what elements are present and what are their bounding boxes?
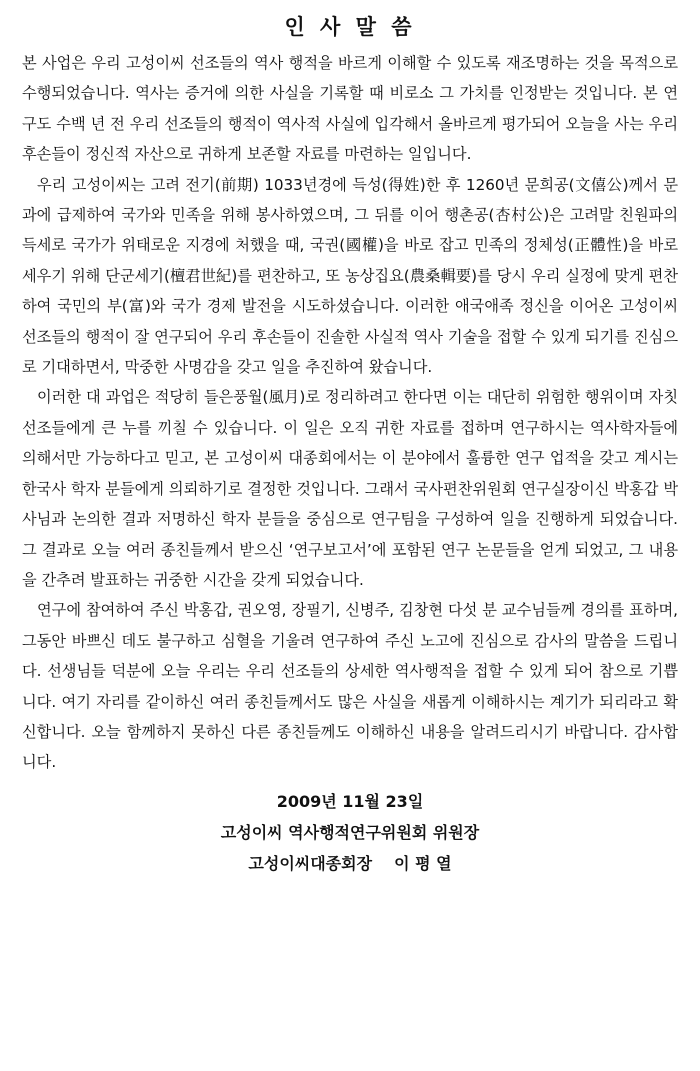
signer-line: [22, 848, 678, 879]
paragraph-1: 본 사업은 우리 고성이씨 선조들의 역사 행적을 바르게 이해할 수 있도록 재조명하는 것을 목적으로 수행되었습니다. 역사는 증거에 의한 사실을 기록할 때 비로소 그 가치를 인정받는 것입니다. 본 연구도 수백 년 전 우리 선조들의 행적이 역사적 사실에 입각해서 올바르게 평가되어 오늘을 사는 우리 후손들이 정신적 자산으로 귀하게 보존할 자료를 마련하는 일입니다.: [22, 54, 678, 164]
paragraph-2: 우리 고성이씨는 고려 전기(前期) 1033년경에 득성(得姓)한 후 1260년 문희공(文僖公)께서 문과에 급제하여 국가와 민족을 위해 봉사하였으며, 그 뒤를 이어 행촌공(杏村公)은 고려말 친원파의 득세로 국가가 위태로운 지경에 처했을 때, 국권(國權)을 바로 잡고 민족의 정체성(正體性)을 바로 세우기 위해 단군세기(檀君世紀)를 편찬하고, 또 농상집요(農桑輯要)를 당시 우리 실정에 맞게 편찬하여 국민의 부(富)와 국가 경제 발전을 시도하셨습니다. 이러한 애국애족 정신을 이어온 고성이씨 선조들의 행적이 잘 연구되어 우리 후손들이 진솔한 사실적 역사 기술을 접할 수 있게 되기를 진심으로 기대하면서, 막중한 사명감을 갖고 일을 추진하여 왔습니다.: [22, 175, 678, 377]
signer-title: 고성이씨 역사행적연구위원회 위원장: [220, 822, 480, 842]
signer-name: 이 평 열: [394, 853, 452, 873]
paragraph-4: 연구에 참여하여 주신 박홍갑, 권오영, 장필기, 신병주, 김창현 다섯 분 교수님들께 경의를 표하며, 그동안 바쁘신 데도 불구하고 심혈을 기울려 연구하여 주신 노고에 진심으로 감사의 말씀을 드립니다. 선생님들 덕분에 오늘 우리는 우리 선조들의 상세한 역사행적을 접할 수 있게 되어 참으로 기쁩니다. 여기 자리를 같이하신 여러 종친들께서도 많은 사실을 새롭게 이해하시는 계기가 되리라고 확신합니다. 오늘 함께하지 못하신 다른 종친들께도 이해하신 내용을 알려드리시기 바랍니다. 감사합니다.: [22, 601, 678, 772]
paragraph-3: 이러한 대 과업은 적당히 들은풍월(風月)로 정리하려고 한다면 이는 대단히 위험한 행위이며 자칫 선조들에게 큰 누를 끼칠 수 있습니다. 이 일은 오직 귀한 자료를 접하며 연구하시는 역사학자들에 의해서만 가능하다고 믿고, 본 고성이씨 대종회에서는 이 분야에서 훌륭한 연구 업적을 갖고 계시는 한국사 학자 분들에게 의뢰하기로 결정한 것입니다. 그래서 국사편찬위원회 연구실장이신 박홍갑 박사님과 논의한 결과 저명하신 학자 분들을 중심으로 연구팀을 구성하여 일을 진행하게 되었습니다. 그 결과로 오늘 여러 종친들께서 받으신 ‘연구보고서’에 포함된 연구 논문들을 얻게 되었고, 그 내용을 간추려 발표하는 귀중한 시간을 갖게 되었습니다.: [22, 388, 678, 589]
document-body: [22, 48, 678, 778]
document-title: 인 사 말 씀: [284, 15, 416, 39]
signoff-date: 2009년 11월 23일: [276, 791, 424, 811]
signoff-block: [22, 786, 678, 879]
signer-org: 고성이씨대종회장: [248, 853, 373, 873]
